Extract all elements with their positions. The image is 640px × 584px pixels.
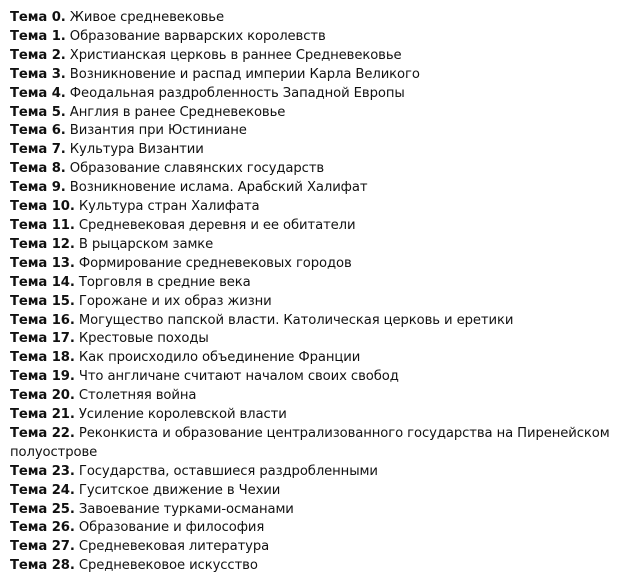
topic-title: В рыцарском замке [78, 236, 214, 252]
topic-number: Тема 26. [10, 520, 75, 536]
topic-item [10, 406, 636, 425]
topic-number: Тема 28. [10, 558, 75, 574]
topic-title: Что англичане считают началом своих свобод [78, 369, 399, 385]
topic-number: Тема 23. [10, 463, 75, 479]
topic-number: Тема 1. [10, 28, 66, 44]
topic-item [10, 9, 636, 28]
topic-item [10, 217, 636, 236]
topic-item [10, 293, 636, 312]
topic-item [10, 349, 636, 368]
topic-title: Феодальная раздробленность Западной Европы [69, 85, 405, 101]
topic-number: Тема 15. [10, 293, 75, 309]
topic-item [10, 122, 636, 141]
topic-title: Культура Византии [69, 142, 204, 158]
topic-title: Англия в ранее Средневековье [69, 104, 286, 120]
topic-number: Тема 17. [10, 331, 75, 347]
topic-number: Тема 27. [10, 539, 75, 555]
topic-number: Тема 11. [10, 217, 75, 233]
topic-number: Тема 13. [10, 255, 75, 271]
topic-item [10, 312, 636, 331]
topic-item [10, 255, 636, 274]
topic-item [10, 85, 636, 104]
topic-title: Торговля в средние века [78, 274, 251, 290]
topic-title: Могущество папской власти. Католическая церковь и еретики [78, 312, 514, 328]
topic-title: Средневековая литература [78, 539, 270, 555]
topic-title: Завоевание турками-османами [78, 501, 294, 517]
topic-number: Тема 12. [10, 236, 75, 252]
topic-title: Формирование средневековых городов [78, 255, 352, 271]
topic-item [10, 482, 636, 501]
topic-number: Тема 16. [10, 312, 75, 328]
topic-title: Гуситское движение в Чехии [78, 482, 281, 498]
topic-item [10, 28, 636, 47]
topic-item [10, 330, 636, 349]
topic-item [10, 198, 636, 217]
topic-title: Государства, оставшиеся раздробленными [78, 463, 378, 479]
topic-number: Тема 3. [10, 66, 66, 82]
topic-title: Образование варварских королевств [69, 28, 326, 44]
topic-item [10, 66, 636, 85]
topic-title: Крестовые походы [78, 331, 209, 347]
topic-number: Тема 7. [10, 142, 66, 158]
topic-number: Тема 22. [10, 425, 75, 441]
topic-number: Тема 5. [10, 104, 66, 120]
topic-title: Возникновение и распад империи Карла Великого [69, 66, 420, 82]
topic-number: Тема 8. [10, 161, 66, 177]
topic-title: Усиление королевской власти [78, 407, 287, 423]
topic-title: Как происходило объединение Франции [78, 350, 361, 366]
topic-title: Средневековое искусство [78, 558, 258, 574]
topic-number: Тема 4. [10, 85, 66, 101]
topic-item [10, 463, 636, 482]
topic-number: Тема 25. [10, 501, 75, 517]
topic-item [10, 104, 636, 123]
topic-title: Живое средневековье [69, 10, 224, 25]
topic-title: Образование и философия [78, 520, 265, 536]
topic-number: Тема 2. [10, 47, 66, 63]
topic-title: Образование славянских государств [69, 161, 325, 177]
topic-title: Столетняя война [78, 388, 197, 404]
topic-item [10, 179, 636, 198]
topic-number: Тема 6. [10, 123, 66, 139]
topic-item [10, 274, 636, 293]
topic-title: Христианская церковь в раннее Средневековье [69, 47, 402, 63]
topic-number: Тема 9. [10, 180, 66, 196]
topic-number: Тема 21. [10, 407, 75, 423]
topic-item [10, 236, 636, 255]
topic-number: Тема 10. [10, 199, 75, 215]
topic-title: Возникновение ислама. Арабский Халифат [69, 180, 368, 196]
topic-item [10, 538, 636, 557]
topic-number: Тема 0. [10, 10, 66, 25]
topic-number: Тема 19. [10, 369, 75, 385]
topic-title: Византия при Юстиниане [69, 123, 247, 139]
topic-number: Тема 24. [10, 482, 75, 498]
topic-title: Горожане и их образ жизни [78, 293, 272, 309]
topic-item [10, 501, 636, 520]
topic-item [10, 141, 636, 160]
topic-number: Тема 20. [10, 388, 75, 404]
topic-number: Тема 14. [10, 274, 75, 290]
topic-number: Тема 18. [10, 350, 75, 366]
topic-item [10, 368, 636, 387]
topic-item [10, 387, 636, 406]
topic-item [10, 519, 636, 538]
topic-item [10, 425, 636, 463]
topic-item [10, 557, 636, 576]
topic-item [10, 160, 636, 179]
topic-title: Средневековая деревня и ее обитатели [78, 217, 356, 233]
topic-title: Культура стран Халифата [78, 199, 260, 215]
topic-title: Реконкиста и образование централизованного государства на Пиренейском полуострове [10, 425, 610, 460]
topic-item [10, 47, 636, 66]
